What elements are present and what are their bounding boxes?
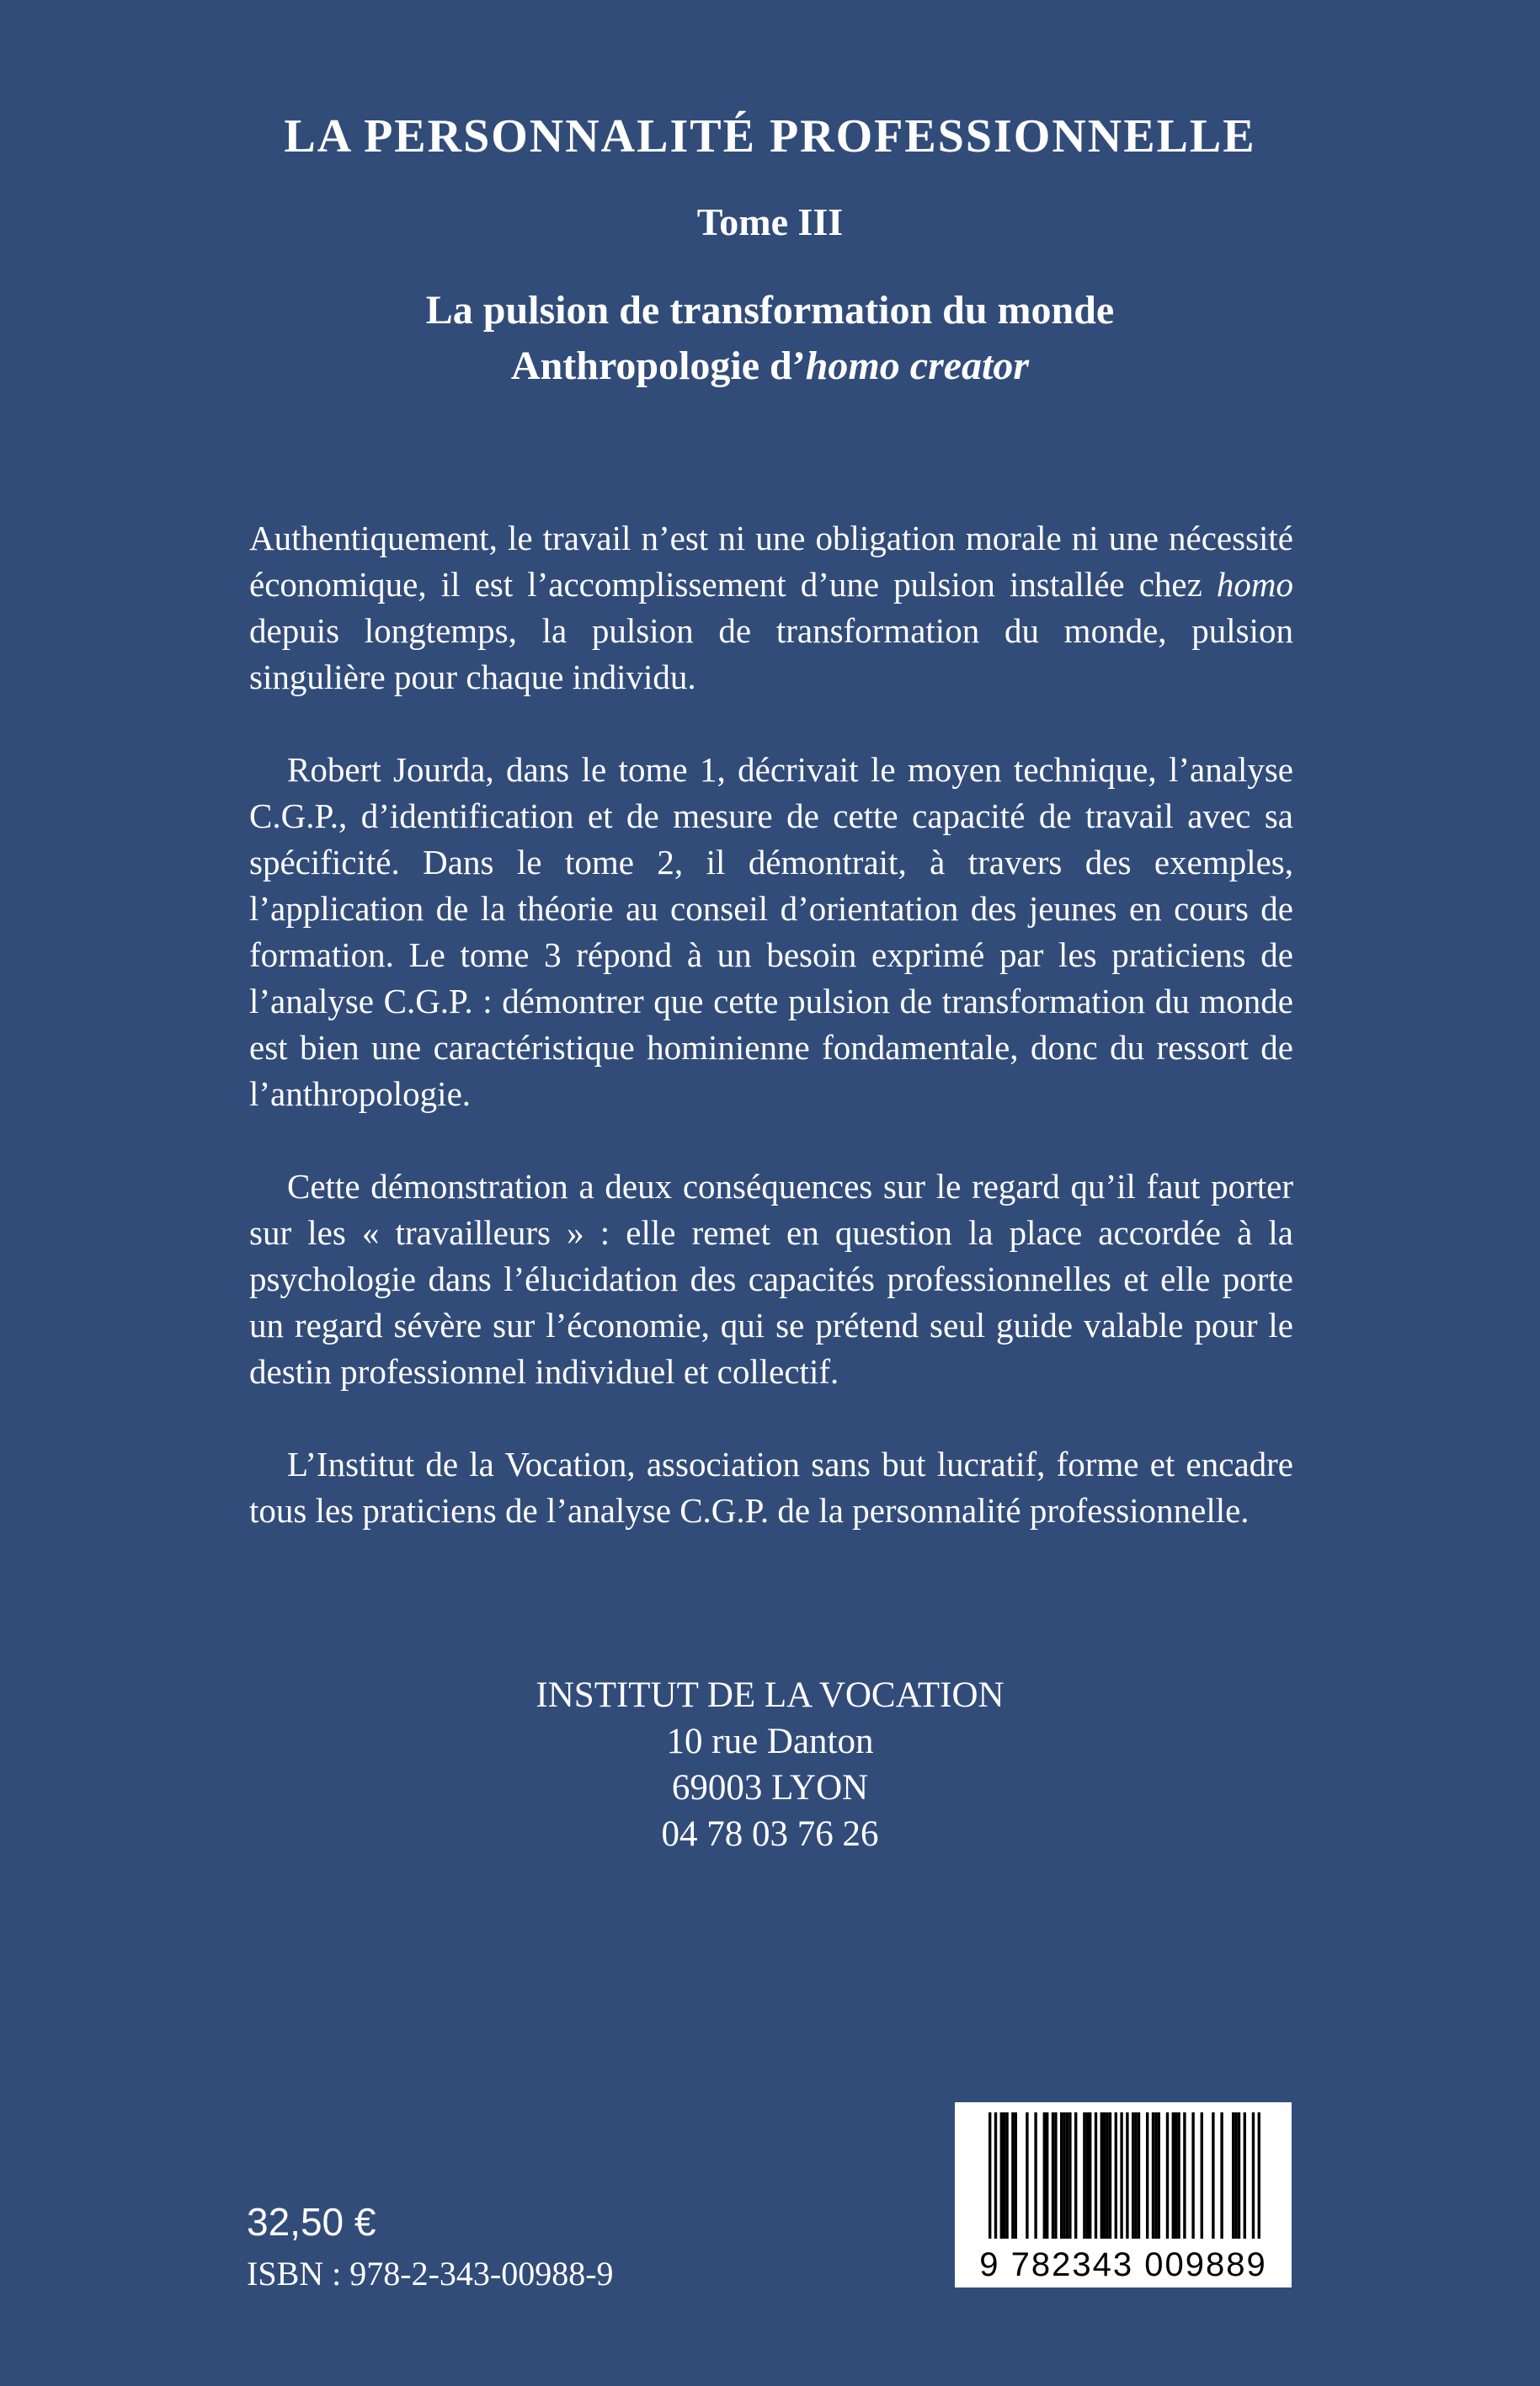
barcode bbox=[955, 2102, 1292, 2287]
barcode-bar bbox=[1172, 2112, 1175, 2239]
subtitle-line-2-prefix: Anthropologie d’ bbox=[510, 344, 806, 388]
barcode-bar bbox=[1066, 2112, 1068, 2239]
paragraph-1-part-1: Authentiquement, le travail n’est ni une obligation morale ni une nécessité économique, il est l’accomplissement d’une pulsion installée chez bbox=[249, 519, 1293, 604]
barcode-bar bbox=[1158, 2112, 1160, 2239]
subtitle-line-1: La pulsion de transformation du monde bbox=[425, 288, 1115, 333]
publisher-address bbox=[0, 1672, 1540, 1857]
barcode-bar bbox=[1234, 2112, 1237, 2239]
barcode-bar bbox=[1252, 2112, 1255, 2239]
barcode-bar bbox=[1083, 2112, 1085, 2239]
barcode-bar bbox=[1177, 2112, 1180, 2239]
barcode-bar bbox=[1238, 2112, 1240, 2239]
phone: 04 78 03 76 26 bbox=[661, 1814, 879, 1854]
street: 10 rue Danton bbox=[666, 1722, 874, 1761]
barcode-bar bbox=[1046, 2112, 1048, 2239]
barcode-bar bbox=[1258, 2112, 1260, 2239]
barcode-bar bbox=[1175, 2112, 1177, 2239]
barcode-bar bbox=[1152, 2112, 1154, 2239]
barcode-digits: 9 782343 009889 bbox=[979, 2246, 1267, 2283]
barcode-bar bbox=[1003, 2112, 1005, 2239]
barcode-bar bbox=[1063, 2112, 1065, 2239]
barcode-bar bbox=[1220, 2112, 1223, 2239]
barcode-bar bbox=[1068, 2112, 1071, 2239]
barcode-bar bbox=[1100, 2112, 1103, 2239]
barcode-bar bbox=[1154, 2112, 1157, 2239]
barcode-bar bbox=[1005, 2112, 1008, 2239]
barcode-bar bbox=[1201, 2112, 1203, 2239]
barcode-bar bbox=[1109, 2112, 1111, 2239]
book-title: LA PERSONNALITÉ PROFESSIONNELLE bbox=[284, 110, 1256, 162]
barcode-bar bbox=[1138, 2112, 1140, 2239]
barcode-bar bbox=[1232, 2112, 1234, 2239]
barcode-bar bbox=[1191, 2112, 1194, 2239]
institute-name: INSTITUT DE LA VOCATION bbox=[536, 1675, 1004, 1715]
subtitle bbox=[0, 283, 1540, 394]
barcode-bar bbox=[1089, 2112, 1091, 2239]
volume-label: Tome III bbox=[696, 200, 844, 243]
subtitle-line-2 bbox=[0, 338, 1540, 394]
barcode-bar bbox=[1054, 2112, 1057, 2239]
barcode-bar bbox=[1000, 2112, 1003, 2239]
barcode-bar bbox=[1103, 2112, 1106, 2239]
barcode-bar bbox=[1026, 2112, 1028, 2239]
paragraph-1-italic: homo bbox=[1216, 565, 1293, 604]
barcode-bar bbox=[1212, 2112, 1214, 2239]
barcode-bar bbox=[1166, 2112, 1169, 2239]
barcode-bar bbox=[1034, 2112, 1036, 2239]
barcode-bar bbox=[1015, 2112, 1017, 2239]
barcode-bar bbox=[1086, 2112, 1089, 2239]
blurb bbox=[249, 515, 1293, 1580]
isbn: ISBN : 978-2-343-00988-9 bbox=[247, 2255, 614, 2293]
barcode-bar bbox=[1052, 2112, 1054, 2239]
barcode-bar bbox=[1115, 2112, 1117, 2239]
paragraph-1 bbox=[249, 515, 1293, 700]
barcode-bar bbox=[1146, 2112, 1148, 2239]
barcode-bar bbox=[988, 2112, 991, 2239]
barcode-bar bbox=[1120, 2112, 1122, 2239]
barcode-bar bbox=[1183, 2112, 1186, 2239]
price: 32,50 € bbox=[247, 2200, 376, 2244]
barcode-bar bbox=[994, 2112, 997, 2239]
barcode-bar bbox=[1106, 2112, 1108, 2239]
barcode-bar bbox=[1244, 2112, 1246, 2239]
barcode-bar bbox=[1134, 2112, 1137, 2239]
barcode-bar bbox=[1095, 2112, 1097, 2239]
paragraph-3: Cette démonstration a deux conséquences sur le regard qu’il faut porter sur les « travailleurs » : elle remet en question la place accordée à la psychologie dans l’élucidation des capacités professionnelles et elle porte un regard sévère sur l’économie, qui se prétend seul guide valable pour le destin professionnel individuel et collectif. bbox=[249, 1167, 1293, 1391]
subtitle-line-2-italic: homo creator bbox=[805, 344, 1030, 388]
header bbox=[0, 108, 1540, 394]
barcode-bar bbox=[1043, 2112, 1046, 2239]
paragraph-2: Robert Jourda, dans le tome 1, décrivait le moyen technique, l’analyse C.G.P., d’identification et de mesure de cette capacité de travail avec sa spécificité. Dans le tome 2, il démontrait, à travers des exemples, l’application de la théorie au conseil d’orientation des jeunes en cours de formation. Le tome 3 répond à un besoin exprimé par les praticiens de l’analyse C.G.P. : démontrer que cette pulsion de transformation du monde est bien une caractéristique hominienne fondamentale, donc du ressort de l’anthropologie. bbox=[249, 750, 1293, 1113]
barcode-bars bbox=[955, 2102, 1292, 2245]
paragraph-4: L’Institut de la Vocation, association sans but lucratif, forme et encadre tous les praticiens de l’analyse C.G.P. de la personnalité professionnelle. bbox=[249, 1445, 1293, 1530]
barcode-bar bbox=[1060, 2112, 1063, 2239]
barcode-bar bbox=[1126, 2112, 1128, 2239]
barcode-bar bbox=[1074, 2112, 1077, 2239]
barcode-bar bbox=[1011, 2112, 1014, 2239]
city: 69003 LYON bbox=[671, 1768, 869, 1808]
barcode-bar bbox=[1132, 2112, 1134, 2239]
paragraph-1-part-2: depuis longtemps, la pulsion de transformation du monde, pulsion singulière pour chaque individu. bbox=[249, 611, 1293, 696]
